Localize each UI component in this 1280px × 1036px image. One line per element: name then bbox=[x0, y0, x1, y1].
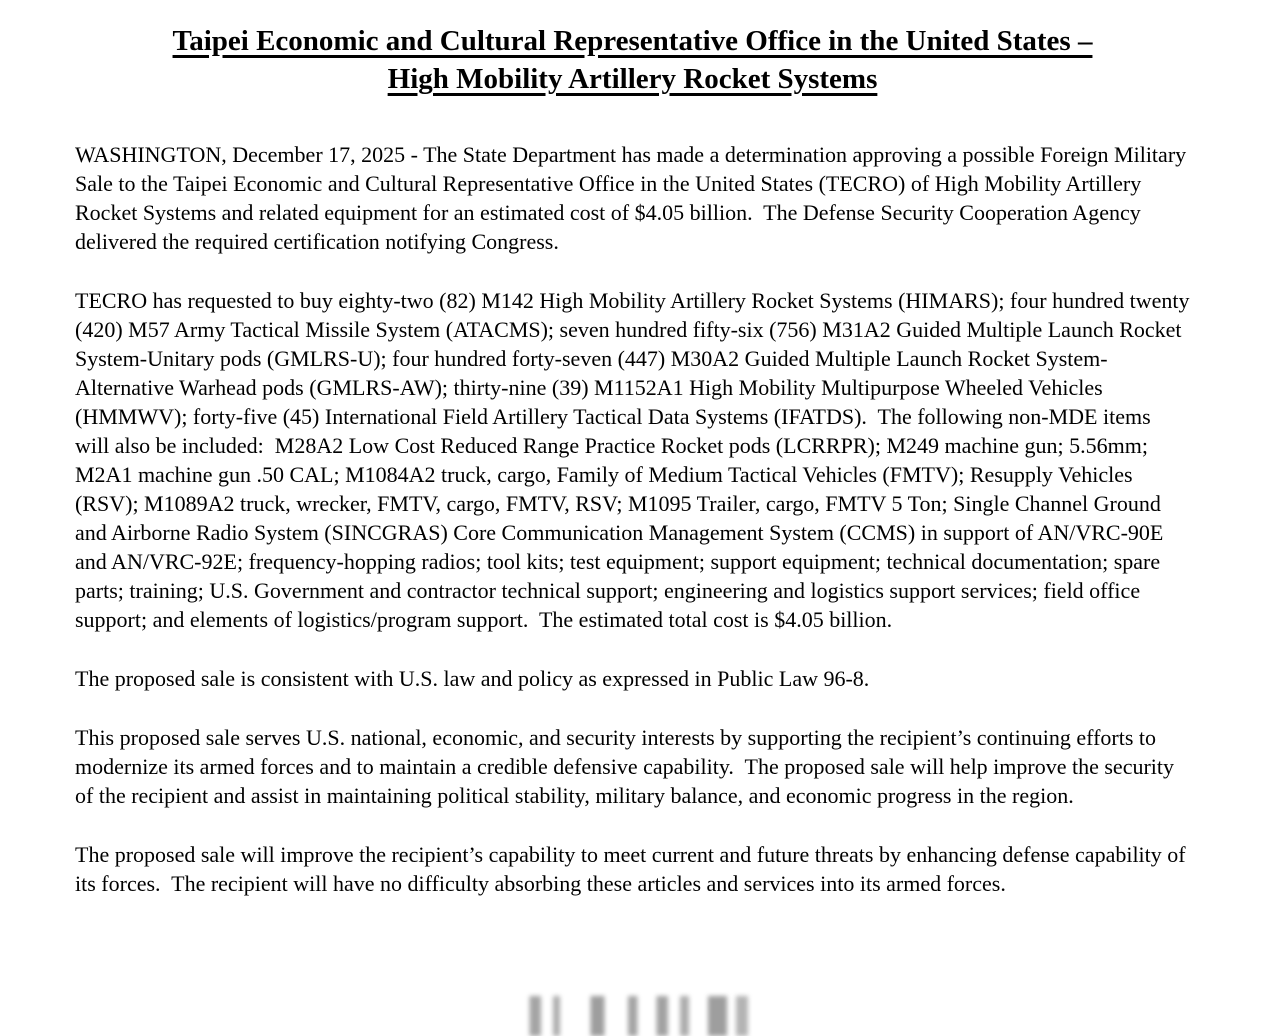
document-title bbox=[85, 22, 1180, 98]
paragraph-public-law: The proposed sale is consistent with U.S. law and policy as expressed in Public Law 96-8. bbox=[75, 666, 870, 691]
document-title-line-1: Taipei Economic and Cultural Representative Office in the United States – bbox=[172, 25, 1093, 57]
paragraph-recipient-capability: The proposed sale will improve the recipient’s capability to meet current and future threats by enhancing defense capability of its forces. The recipient will have no difficulty absorbing these articles and services into its armed forces. bbox=[75, 842, 1192, 896]
paragraph-us-interests: This proposed sale serves U.S. national, economic, and security interests by supporting the recipient’s continuing efforts to modernize its armed forces and to maintain a credible defensive capability. The proposed sale will help improve the security of the recipient and assist in maintaining political stability, military balance, and economic progress in the region. bbox=[75, 725, 1180, 808]
watermark-smudge bbox=[520, 996, 755, 1036]
paragraph-equipment-list: TECRO has requested to buy eighty-two (82) M142 High Mobility Artillery Rocket Systems (HIMARS); four hundred twenty (420) M57 Army Tactical Missile System (ATACMS); seven hundred fifty-six (756) M31A2 Guided Multiple Launch Rocket System-Unitary pods (GMLRS-U); four hundred forty-seven (447) M30A2 Guided Multiple Launch Rocket System-Alternative Warhead pods (GMLRS-AW); thirty-nine (39) M1152A1 High Mobility Multipurpose Wheeled Vehicles (HMMWV); forty-five (45) International Field Artillery Tactical Data Systems (IFATDS). The following non-MDE items will also be included: M28A2 Low Cost Reduced Range Practice Rocket pods (LCRRPR); M249 machine gun; 5.56mm; M2A1 machine gun .50 CAL; M1084A2 truck, cargo, Family of Medium Tactical Vehicles (FMTV); Resupply Vehicles (RSV); M1089A2 truck, wrecker, FMTV, cargo, FMTV, RSV; M1095 Trailer, cargo, FMTV 5 Ton; Single Channel Ground and Airborne Radio System (SINCGRAS) Core Communication Management System (CCMS) in support of AN/VRC-90E and AN/VRC-92E; frequency-hopping radios; tool kits; test equipment; support equipment; technical documentation; spare parts; training; U.S. Government and contractor technical support; engineering and logistics support services; field office support; and elements of logistics/program support. The estimated total cost is $4.05 billion. bbox=[75, 288, 1196, 632]
document-title-line-2: High Mobility Artillery Rocket Systems bbox=[387, 63, 878, 95]
document-body bbox=[75, 140, 1196, 898]
paragraph-dateline-summary: WASHINGTON, December 17, 2025 - The State Department has made a determination approving a possible Foreign Military Sale to the Taipei Economic and Cultural Representative Office in the United States (TECRO) of High Mobility Artillery Rocket Systems and related equipment for an estimated cost of $4.05 billion. The Defense Security Cooperation Agency delivered the required certification notifying Congress. bbox=[75, 142, 1192, 254]
